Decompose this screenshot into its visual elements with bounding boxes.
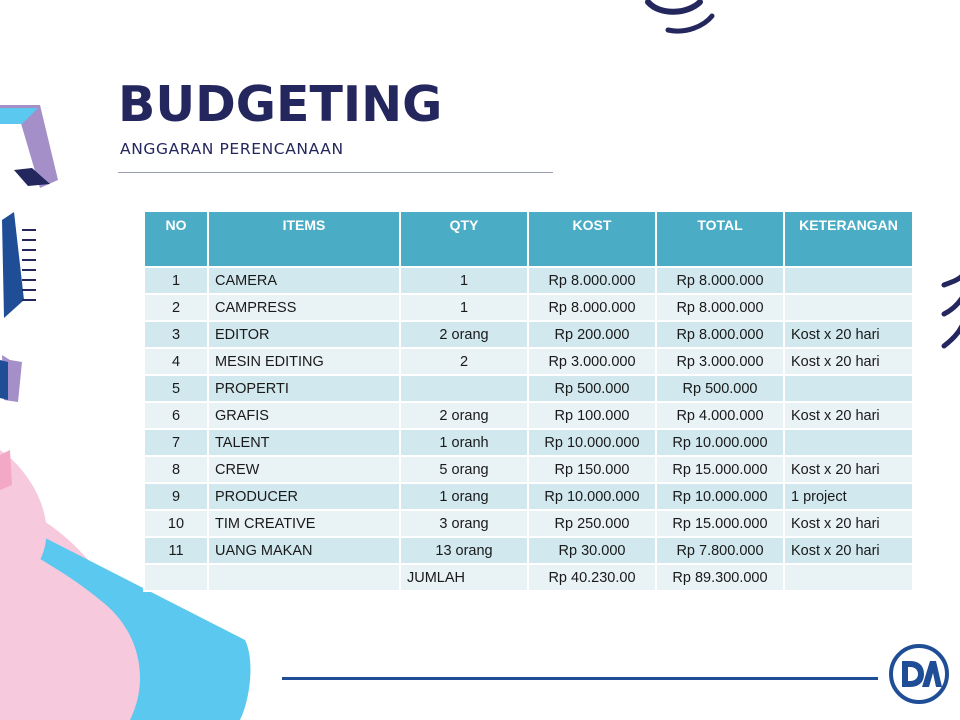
header-qty: QTY (400, 211, 528, 267)
cell-item: MESIN EDITING (208, 348, 400, 375)
table-row (144, 429, 913, 456)
cell-item-empty (208, 564, 400, 591)
navy-block-shape (0, 360, 8, 400)
cell-total: Rp 8.000.000 (656, 294, 784, 321)
total-total: Rp 89.300.000 (656, 564, 784, 591)
cell-qty: 1 (400, 267, 528, 294)
cell-total: Rp 4.000.000 (656, 402, 784, 429)
ruler-ticks (22, 230, 36, 300)
cell-qty: 1 orang (400, 483, 528, 510)
cell-total: Rp 3.000.000 (656, 348, 784, 375)
cell-kost: Rp 200.000 (528, 321, 656, 348)
header-items: ITEMS (208, 211, 400, 267)
cell-item: UANG MAKAN (208, 537, 400, 564)
cell-item: CAMERA (208, 267, 400, 294)
cell-item: CAMPRESS (208, 294, 400, 321)
table-row (144, 348, 913, 375)
cell-keterangan (784, 429, 913, 456)
title-divider (118, 172, 553, 173)
page-title: BUDGETING (118, 76, 443, 133)
da-logo-icon (888, 643, 950, 705)
cell-kost: Rp 150.000 (528, 456, 656, 483)
table-row (144, 294, 913, 321)
cell-qty: 2 orang (400, 321, 528, 348)
total-row (144, 564, 913, 591)
page-subtitle: ANGGARAN PERENCANAAN (120, 140, 344, 158)
table-header-row (144, 211, 913, 267)
header-kost: KOST (528, 211, 656, 267)
cell-keterangan-empty (784, 564, 913, 591)
cell-no: 3 (144, 321, 208, 348)
table-row (144, 321, 913, 348)
pink-piece-shape (0, 450, 12, 490)
cell-qty (400, 375, 528, 402)
cell-kost: Rp 100.000 (528, 402, 656, 429)
cell-keterangan: 1 project (784, 483, 913, 510)
header-total: TOTAL (656, 211, 784, 267)
cell-item: EDITOR (208, 321, 400, 348)
total-kost: Rp 40.230.00 (528, 564, 656, 591)
cell-total: Rp 8.000.000 (656, 267, 784, 294)
cell-keterangan: Kost x 20 hari (784, 537, 913, 564)
table-row (144, 456, 913, 483)
table-row (144, 375, 913, 402)
budget-table (143, 210, 914, 592)
cell-kost: Rp 3.000.000 (528, 348, 656, 375)
cell-total: Rp 8.000.000 (656, 321, 784, 348)
table-row (144, 402, 913, 429)
top-arc-shape-2 (668, 16, 712, 31)
cell-keterangan: Kost x 20 hari (784, 456, 913, 483)
footer-divider (282, 677, 878, 680)
header-no: NO (144, 211, 208, 267)
table-row (144, 510, 913, 537)
cell-keterangan: Kost x 20 hari (784, 321, 913, 348)
cell-no: 7 (144, 429, 208, 456)
cell-qty: 13 orang (400, 537, 528, 564)
total-label: JUMLAH (400, 564, 528, 591)
cell-item: GRAFIS (208, 402, 400, 429)
cell-kost: Rp 30.000 (528, 537, 656, 564)
cell-qty: 2 orang (400, 402, 528, 429)
top-arc-shape (648, 2, 700, 12)
table-row (144, 267, 913, 294)
cell-kost: Rp 250.000 (528, 510, 656, 537)
header-keterangan: KETERANGAN (784, 211, 913, 267)
table-row (144, 483, 913, 510)
cell-no-empty (144, 564, 208, 591)
cell-no: 5 (144, 375, 208, 402)
cell-qty: 3 orang (400, 510, 528, 537)
cell-kost: Rp 10.000.000 (528, 483, 656, 510)
cell-kost: Rp 8.000.000 (528, 294, 656, 321)
cell-keterangan (784, 375, 913, 402)
cell-kost: Rp 8.000.000 (528, 267, 656, 294)
table-row (144, 537, 913, 564)
cell-kost: Rp 500.000 (528, 375, 656, 402)
ruler-shape (2, 212, 24, 318)
cell-total: Rp 15.000.000 (656, 510, 784, 537)
cell-total: Rp 10.000.000 (656, 429, 784, 456)
right-arc-shape-3 (944, 326, 960, 346)
cell-keterangan: Kost x 20 hari (784, 348, 913, 375)
cell-item: TIM CREATIVE (208, 510, 400, 537)
cell-no: 2 (144, 294, 208, 321)
cell-keterangan: Kost x 20 hari (784, 402, 913, 429)
cell-total: Rp 10.000.000 (656, 483, 784, 510)
cell-total: Rp 15.000.000 (656, 456, 784, 483)
cell-qty: 1 oranh (400, 429, 528, 456)
cell-item: PRODUCER (208, 483, 400, 510)
cell-keterangan: Kost x 20 hari (784, 510, 913, 537)
cell-kost: Rp 10.000.000 (528, 429, 656, 456)
cell-no: 9 (144, 483, 208, 510)
cell-keterangan (784, 267, 913, 294)
cell-item: PROPERTI (208, 375, 400, 402)
cell-total: Rp 500.000 (656, 375, 784, 402)
cell-total: Rp 7.800.000 (656, 537, 784, 564)
cell-qty: 5 orang (400, 456, 528, 483)
cell-no: 10 (144, 510, 208, 537)
cell-no: 1 (144, 267, 208, 294)
cell-item: TALENT (208, 429, 400, 456)
cell-no: 4 (144, 348, 208, 375)
cell-qty: 1 (400, 294, 528, 321)
cell-keterangan (784, 294, 913, 321)
right-arc-shape-2 (944, 298, 960, 314)
cell-no: 8 (144, 456, 208, 483)
cell-no: 11 (144, 537, 208, 564)
cell-no: 6 (144, 402, 208, 429)
right-arc-shape (944, 276, 960, 285)
cell-item: CREW (208, 456, 400, 483)
cell-qty: 2 (400, 348, 528, 375)
